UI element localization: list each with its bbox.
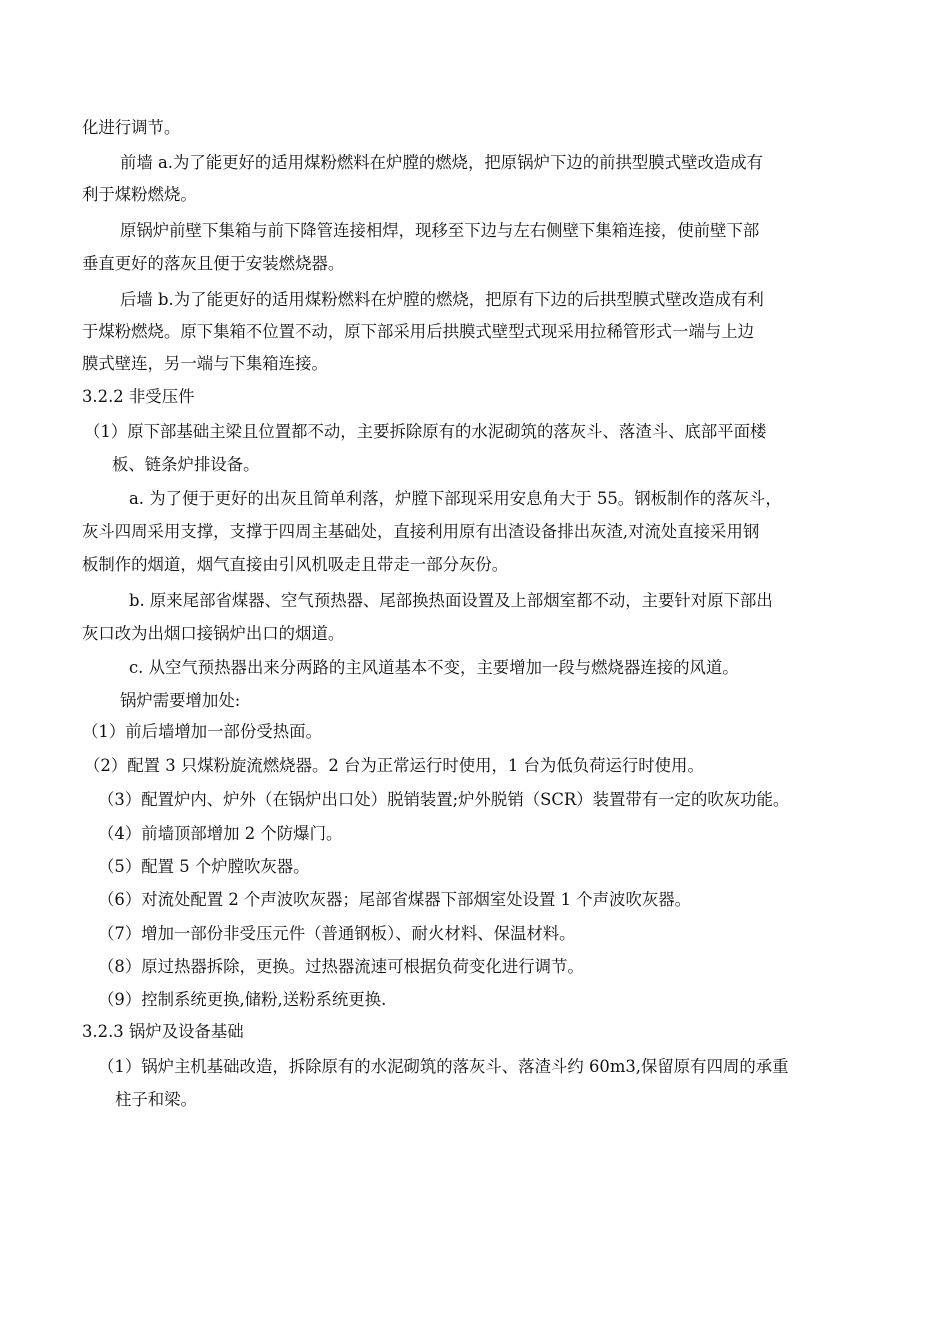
text-line: 于煤粉燃烧。原下集箱不位置不动，原下部采用后拱膜式壁型式现采用拉稀管形式一端与上边 [82,322,755,341]
text-line: 灰口改为出烟口接锅炉出口的烟道。 [82,624,345,643]
list-item: （9）控制系统更换,储粉,送粉系统更换. [98,990,387,1009]
text-line: 后墙 b.为了能更好的适用煤粉燃料在炉膛的燃烧，把原有下边的后拱型膜式壁改造成有利 [120,290,764,309]
text-line: （1）原下部基础主梁且位置都不动，主要拆除原有的水泥砌筑的落灰斗、落渣斗、底部平面楼 [84,422,767,441]
list-item: （2）配置 3 只煤粉旋流燃烧器。2 台为正常运行时使用，1 台为低负荷运行时使用。 [84,756,704,775]
list-item: （4）前墙顶部增加 2 个防爆门。 [98,824,343,843]
text-line: 柱子和梁。 [115,1090,197,1109]
list-item: （3）配置炉内、炉外（在锅炉出口处）脱销装置;炉外脱销（SCR）装置带有一定的吹灰功能。 [98,790,790,809]
list-item: （1）前后墙增加一部份受热面。 [82,722,322,741]
text-line: 原锅炉前壁下集箱与前下降管连接相焊，现移至下边与左右侧壁下集箱连接，使前壁下部 [120,221,760,240]
list-item: （6）对流处配置 2 个声波吹灰器；尾部省煤器下部烟室处设置 1 个声波吹灰器。 [98,890,692,909]
list-item: （8）原过热器拆除，更换。过热器流速可根据负荷变化进行调节。 [98,957,584,976]
text-line: 利于煤粉燃烧。 [82,185,197,204]
list-item: （5）配置 5 个炉膛吹灰器。 [98,857,310,876]
section-heading: 3.2.3 锅炉及设备基础 [82,1022,244,1041]
text-line: 化进行调节。 [82,118,181,137]
text-line: 锅炉需要增加处: [120,691,241,710]
text-line: 前墙 a.为了能更好的适用煤粉燃料在炉膛的燃烧，把原锅炉下边的前拱型膜式壁改造成有 [120,153,764,172]
text-line: b. 原来尾部省煤器、空气预热器、尾部换热面设置及上部烟室都不动，主要针对原下部出 [129,591,773,610]
text-line: c. 从空气预热器出来分两路的主风道基本不变，主要增加一段与燃烧器连接的风道。 [129,658,739,677]
text-line: 灰斗四周采用支撑，支撑于四周主基础处，直接利用原有出渣设备排出灰渣,对流处直接采用钢 [82,522,760,541]
section-heading: 3.2.2 非受压件 [82,387,195,406]
list-item: （1）锅炉主机基础改造，拆除原有的水泥砌筑的落灰斗、落渣斗约 60m3,保留原有四周的承重 [98,1057,789,1076]
text-line: 膜式壁连，另一端与下集箱连接。 [82,354,328,373]
text-line: a. 为了便于更好的出灰且简单利落，炉膛下部现采用安息角大于 55。钢板制作的落灰斗， [129,489,782,508]
text-line: 板、链条炉排设备。 [112,455,260,474]
list-item: （7）增加一部份非受压元件（普通钢板）、耐火材料、保温材料。 [98,924,576,943]
text-line: 垂直更好的落灰且便于安装燃烧器。 [82,254,345,273]
text-line: 板制作的烟道，烟气直接由引风机吸走且带走一部分灰份。 [82,555,509,574]
